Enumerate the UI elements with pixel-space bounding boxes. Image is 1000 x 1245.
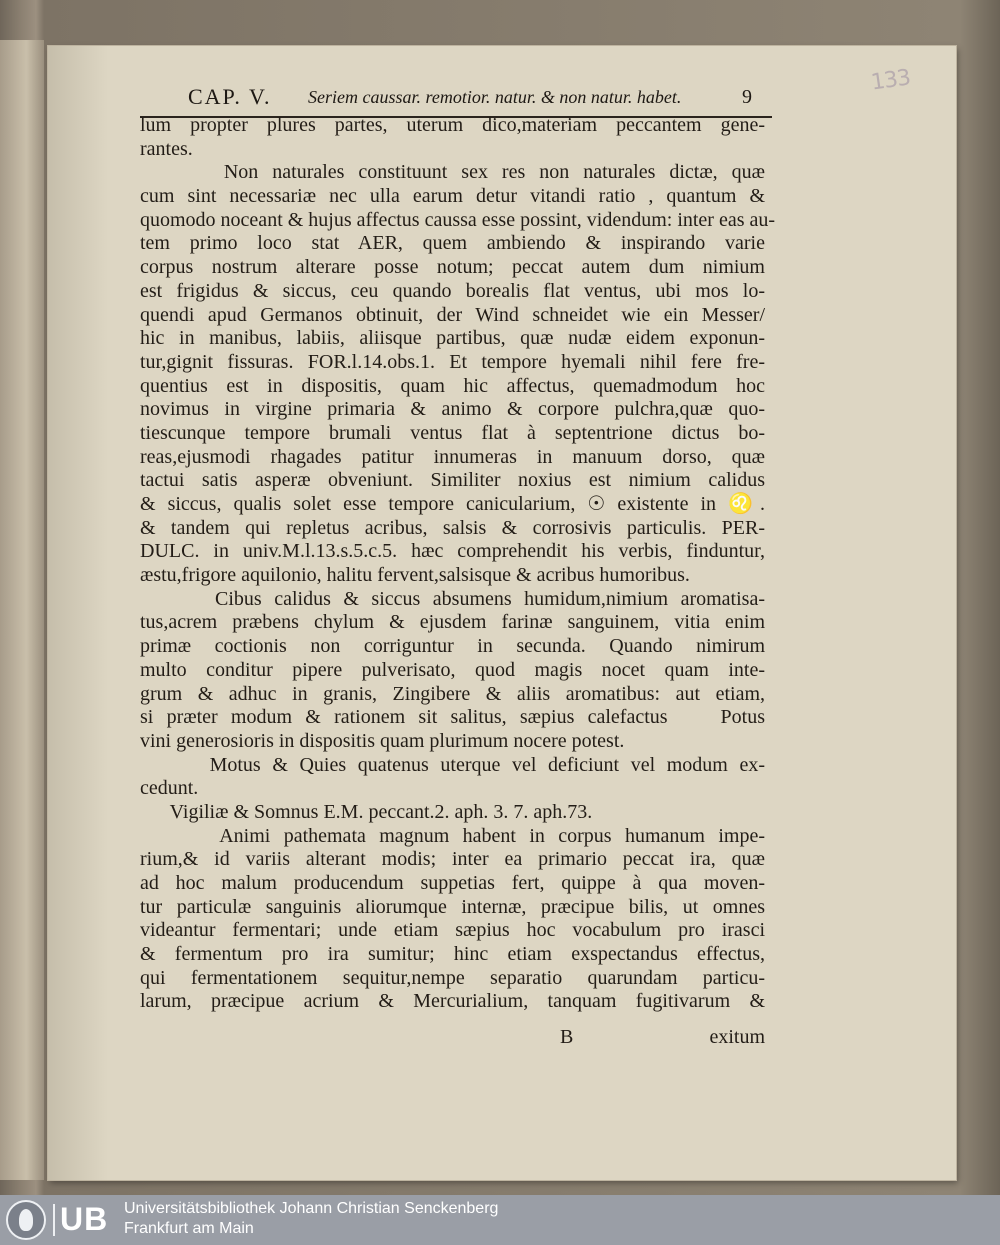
body-text — [140, 114, 776, 1014]
text-line: lum propter plures partes, uterum dico,materiam peccantem gene- — [140, 114, 765, 136]
text-line: tur,gignit fissuras. FOR.l.14.obs.1. Et tempore hyemali nihil fere fre- — [140, 350, 765, 373]
text-line: larum, præcipue acrium & Mercurialium, tanquam fugitivarum & — [140, 990, 765, 1013]
text-line: tactui satis asperæ obveniunt. Similiter noxius est nimium calidus — [140, 469, 765, 492]
text-line: reas,ejusmodi rhagades patitur innumeras in manuum dorso, quæ — [140, 445, 765, 468]
text-line: Cibus calidus & siccus absumens humidum,nimium aromatisa- — [140, 587, 765, 610]
library-location: Frankfurt am Main — [124, 1220, 254, 1237]
text-line: tur particulæ sanguinis aliorumque internæ, præcipue bilis, ut omnes — [140, 895, 765, 918]
text-line: si præter modum & rationem sit salitus, sæpius calefactus Potus — [140, 706, 765, 729]
text-line: æstu,frigore aquilonio, halitu fervent,salsisque & acribus humoribus. — [140, 564, 690, 587]
text-line: vini generosioris in dispositis quam plurimum nocere potest. — [140, 729, 625, 752]
text-line: Non naturales constituunt sex res non naturales dictæ, quæ — [140, 161, 765, 184]
text-line: tus,acrem præbens chylum & ejusdem farinæ sanguinem, vitia enim — [140, 611, 765, 634]
text-line: multo conditur pipere pulverisato, quod magis nocet quam inte- — [140, 658, 765, 681]
gutter-shadow — [48, 46, 108, 1180]
text-line: cedunt. — [140, 777, 199, 800]
text-line: cum sint necessariæ nec ulla earum detur vitandi ratio , quantum & — [140, 185, 765, 208]
library-footer — [0, 1195, 1000, 1245]
text-line: ad hoc malum producendum suppetias fert, quippe à qua moven- — [140, 872, 765, 894]
text-line: DULC. in univ.M.l.13.s.5.c.5. hæc comprehendit his verbis, finduntur, — [140, 540, 765, 563]
book-page — [48, 46, 956, 1180]
text-line: grum & adhuc in granis, Zingibere & aliis aromatibus: aut etiam, — [140, 682, 765, 705]
text-line: est frigidus & siccus, ceu quando borealis flat ventus, ubi mos lo- — [140, 279, 765, 302]
text-line: hic in manibus, labiis, aliisque partibus, quæ nudæ eidem exponun- — [140, 327, 765, 350]
signature-mark: B — [560, 1026, 574, 1048]
text-line: qui fermentationem sequitur,nempe separatio quarundam particu- — [140, 966, 765, 989]
text-line: & fermentum pro ira sumitur; hinc etiam exspectandus effectus, — [140, 943, 765, 966]
page-number: 9 — [742, 86, 752, 108]
text-line: Animi pathemata magnum habent in corpus humanum impe- — [140, 824, 765, 847]
text-line: primæ coctionis non corriguntur in secunda. Quando nimirum — [140, 635, 765, 658]
running-head — [140, 84, 772, 118]
running-head-title: Seriem caussar. remotior. natur. & non natur. habet. — [308, 87, 682, 107]
library-logo — [6, 1200, 114, 1240]
text-line: tiescunque tempore brumali ventus flat à septentrione dictus bo- — [140, 421, 765, 444]
text-line: & siccus, qualis solet esse tempore canicularium, ☉ existente in ♌. — [140, 493, 765, 515]
text-line: novimus in virgine primaria & animo & corpore pulchra,quæ quo- — [140, 398, 765, 421]
logo-text: UB — [60, 1201, 109, 1237]
logo-divider — [53, 1204, 55, 1236]
text-line: quentius est in dispositis, quam hic affectus, quemadmodum hoc — [140, 374, 765, 397]
running-head-chapter: CAP. V. — [188, 84, 272, 109]
seal-icon — [6, 1200, 46, 1240]
text-line: quomodo noceant & hujus affectus caussa esse possint, videndum: inter eas au- — [140, 208, 776, 231]
text-line: & tandem qui repletus acribus, salsis & corrosivis particulis. PER- — [140, 516, 765, 539]
previous-page-edge — [0, 40, 44, 1180]
text-line: Vigiliæ & Somnus E.M. peccant.2. aph. 3. 7. aph.73. — [140, 800, 593, 823]
text-line: corpus nostrum alterare posse notum; peccat autem dum nimium — [140, 256, 765, 279]
text-line: rantes. — [140, 137, 193, 160]
text-line: tem primo loco stat AER, quem ambiendo & inspirando varie — [140, 232, 765, 255]
catchword: exitum — [709, 1026, 765, 1048]
text-line: videantur fermentari; unde etiam sæpius hoc vocabulum pro irasci — [140, 919, 765, 942]
text-line: rium,& id variis alterant modis; inter ea primario peccat ira, quæ — [140, 848, 765, 871]
text-line: Motus & Quies quatenus uterque vel deficiunt vel modum ex- — [140, 753, 765, 776]
text-line: quendi apud Germanos obtinuit, der Wind schneidet wie ein Messer/ — [140, 303, 765, 326]
pencil-folio-annotation: 133 — [869, 65, 912, 96]
page-foot — [140, 1026, 765, 1050]
library-name: Universitätsbibliothek Johann Christian Senckenberg — [124, 1200, 499, 1217]
